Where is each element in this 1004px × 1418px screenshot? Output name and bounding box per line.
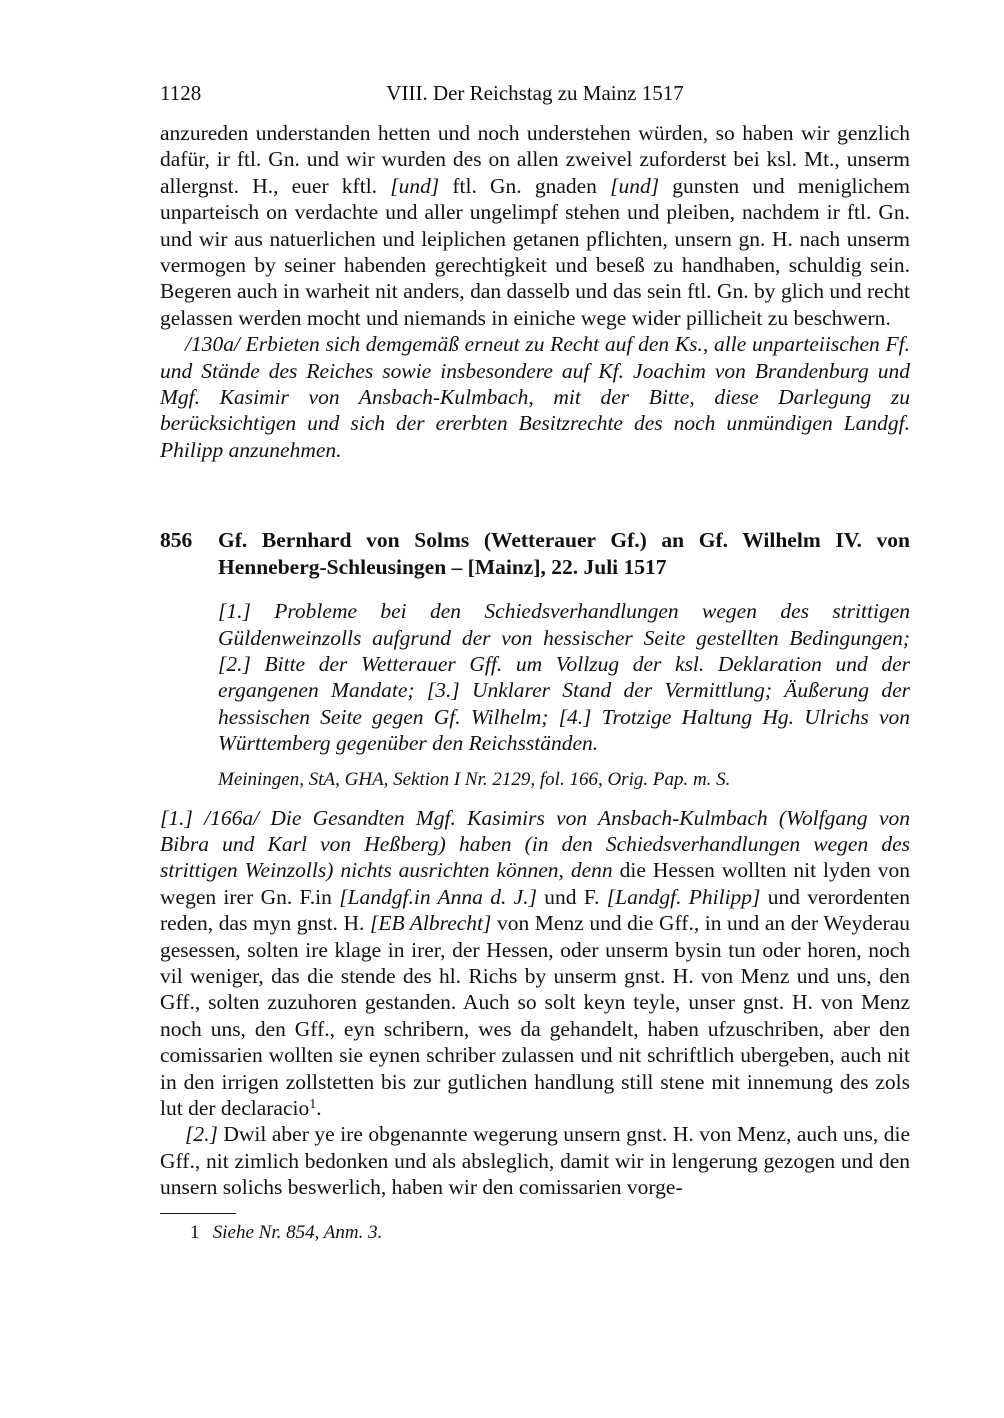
footnote-mark: 1: [190, 1221, 200, 1243]
document-number: 856: [160, 528, 193, 553]
text-run-italic: [Landgf. Philipp]: [606, 884, 761, 909]
footnote-divider: [160, 1213, 236, 1214]
page: [160, 78, 910, 1246]
text-run: und F.: [536, 884, 607, 909]
prev-doc-paragraph-1: [160, 120, 910, 331]
document-source: Meiningen, StA, GHA, Sektion I Nr. 2129, fol. 166, Orig. Pap. m. S.: [218, 768, 731, 790]
document-heading: [160, 527, 910, 580]
running-title: VIII. Der Reichstag zu Mainz 1517: [386, 81, 684, 105]
text-run-italic: [Landgf.in Anna d. J.]: [339, 884, 537, 909]
text-run: die Hessen wollten nit lyden von wegen irer Gn. F.in: [160, 858, 910, 909]
summary-text: [1.] Probleme bei den Schiedsverhandlungen wegen des strittigen Güldenweinzolls aufgrund der von hessischer Seite gestellten Bedingungen; [2.] Bitte der Wetterauer Gff. um Vollzug der ksl. Deklaration und der ergangenen Mandate; [3.] Unklarer Stand der Vermittlung; Äußerung der hessischen Seite gegen Gf. Wilhelm; [4.] Trotzige Haltung Hg. Ulrichs von Württemberg gegenüber den Reichsständen.: [218, 599, 910, 756]
footnote-text: Siehe Nr. 854, Anm. 3.: [212, 1221, 383, 1243]
document-title: Gf. Bernhard von Solms (Wetterauer Gf.) an Gf. Wilhelm IV. von Henneberg-Schleusingen – [Mainz], 22. Juli 1517: [218, 528, 910, 579]
running-header: [160, 78, 910, 108]
text-run: von Menz und die Gff., in und an der Weyderau gesessen, solten ire klage in irer, der Hessen, oder unserm bysin tun oder horen, noch vil weniger, das die stende des hl. Richs by unserm gnst. H. von Menz und uns, den Gff., solten zuzuhoren gestanden. Auch so solt keyn teyle, unser gnst. H. von Menz noch uns, den Gff., eyn schribern, wes da gehandelt, haben ufzuschriben, aber den comissarien wollten sie eynen schriber zulassen und nit schriftlich ubergeben, auch nit in den irrigen zollstetten bis zur gutlichen handlung still stene mit innemung des zols lut der declaracio: [160, 911, 910, 1120]
text-run-italic: [und]: [390, 173, 440, 198]
text-run: gunsten und meniglichem unparteisch on verdachte und aller ungelimpf stehen und pleiben, nachdem ir ftl. Gn. und wir aus natuerlichen und leiplichen getanen pflichten, unsern gn. H. nach unserm vermogen by seiner habenden gerechtigkeit und beseß zu handhaben, schuldig sein. Begeren auch in warheit nit anders, dan dasselb und das sein ftl. Gn. by glich und recht gelassen werden mocht und niemands in einiche wege wider pillicheit zu beschwern.: [160, 173, 910, 330]
text-run: ftl. Gn. gnaden: [439, 173, 611, 198]
text-run: und verordenten reden, das myn gnst. H.: [160, 884, 910, 936]
text-run-italic: [1.] /166a/ Die Gesandten Mgf. Kasimirs von Ansbach-Kulmbach (Wolfgang von Bibra und Karl von Heßberg) haben (in den Schiedsverhandlungen wegen des strittigen Weinzolls) nichts ausrichten können, denn: [160, 805, 910, 883]
footnote: [160, 1220, 910, 1246]
page-number: 1128: [160, 81, 202, 105]
text-run-italic: [EB Albrecht]: [369, 911, 492, 936]
prev-doc-regest: /130a/ Erbieten sich demgemäß erneut zu Recht auf den Ks., alle unparteiischen Ff. und Stände des Reiches sowie insbesondere auf Kf. Joachim von Brandenburg und Mgf. Kasimir von Ansbach-Kulmbach, mit der Bitte, diese Darlegung zu berücksichtigen und sich der ererbten Besitzrechte des noch unmündigen Landgf. Philipp anzunehmen.: [160, 332, 910, 462]
footnote-reference[interactable]: 1: [309, 1097, 317, 1112]
text-run: anzureden understanden hetten und noch understehen würden, so haben wir genzlich dafür, ir ftl. Gn. und wir wurden des on allen zweivel zuforderst bei ksl. Mt., unserm allergnst. H., euer kftl.: [160, 121, 910, 198]
text-run: .: [316, 1096, 322, 1120]
section-marker: [2.]: [185, 1122, 218, 1147]
text-run: Dwil aber ye ire obgenannte wegerung unsern gnst. H. von Menz, auch uns, die Gff., nit zimlich bedonken und als absleglich, damit wir in lengerung gezogen und den unsern solichs beswerlich, haben wir den comissarien vorge-: [160, 1122, 910, 1200]
document-paragraph-1: [160, 805, 910, 1122]
document-paragraph-2: [160, 1121, 910, 1200]
document-summary: [160, 598, 910, 756]
text-run-italic: [und]: [610, 173, 660, 198]
